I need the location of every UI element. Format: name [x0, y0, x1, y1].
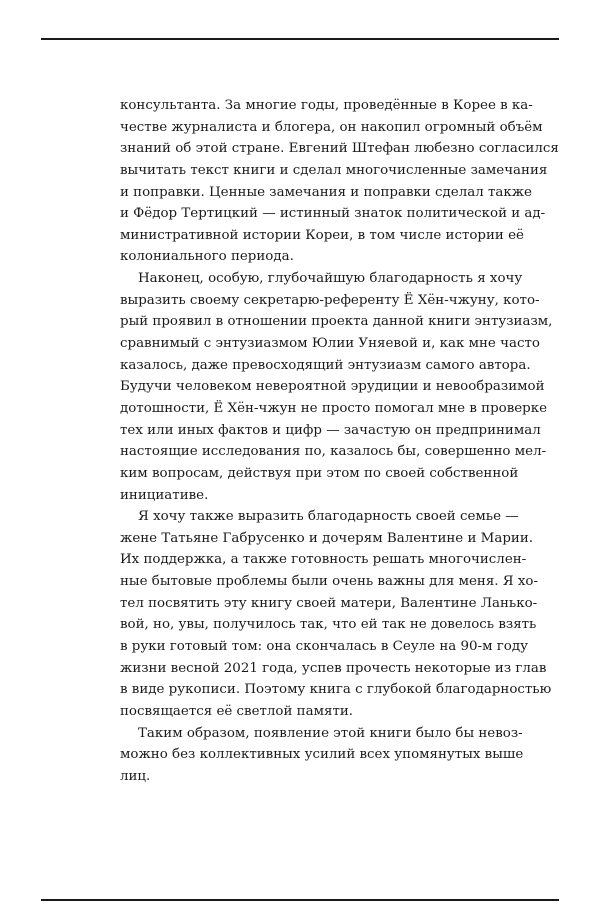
text-line: сравнимый с энтузиазмом Юлии Уняевой и, как мне часто	[120, 336, 540, 352]
text-line: вой, но, увы, получилось так, что ей так не довелось взять	[120, 617, 537, 633]
text-line: тех или иных фактов и цифр — зачастую он предпринимал	[120, 422, 541, 438]
bottom-rule	[41, 899, 559, 901]
text-line: и поправки. Ценные замечания и поправки сделал также	[120, 184, 532, 200]
text-line: Наконец, особую, глубочайшую благодарность я хочу	[138, 271, 523, 287]
text-line: выразить своему секретарю-референту Ё Хён-чжуну, кото-	[120, 292, 540, 308]
text-line: в руки готовый том: она скончалась в Сеуле на 90-м году	[120, 639, 528, 655]
text-line: Таким образом, появление этой книги было бы невоз-	[138, 725, 523, 741]
paragraph	[120, 268, 553, 506]
text-line: и Фёдор Тертицкий — истинный знаток политической и ад-	[120, 206, 546, 222]
text-line: казалось, даже превосходящий энтузиазм самого автора.	[120, 357, 531, 373]
page-body-text	[120, 95, 559, 788]
text-line: министративной истории Кореи, в том числе истории её	[120, 227, 524, 243]
text-line: вычитать текст книги и сделал многочисленные замечания	[120, 162, 548, 178]
paragraph	[120, 723, 524, 788]
text-line: рый проявил в отношении проекта данной книги энтузиазм,	[120, 314, 553, 330]
paragraph	[120, 95, 559, 268]
text-line: ные бытовые проблемы были очень важны для меня. Я хо-	[120, 574, 538, 590]
text-line: консультанта. За многие годы, проведённые в Корее в ка-	[120, 98, 533, 113]
text-line: дотошности, Ё Хён-чжун не просто помогал мне в проверке	[120, 400, 548, 416]
text-line: Их поддержка, а также готовность решать многочислен-	[120, 552, 527, 568]
top-rule	[41, 38, 559, 40]
text-line: честве журналиста и блогера, он накопил огромный объём	[120, 119, 543, 135]
text-line: знаний об этой стране. Евгений Штефан любезно согласился	[120, 141, 559, 157]
text-line: Я хочу также выразить благодарность своей семье —	[138, 509, 519, 525]
text-line: жене Татьяне Габрусенко и дочерям Валентине и Марии.	[120, 530, 534, 546]
text-line: настоящие исследования по, казалось бы, совершенно мел-	[120, 444, 547, 460]
text-line: инициативе.	[120, 487, 209, 503]
text-line: посвящается её светлой памяти.	[120, 703, 354, 719]
text-line: можно без коллективных усилий всех упомянутых выше	[120, 747, 524, 763]
text-line: ким вопросам, действуя при этом по своей собственной	[120, 465, 519, 481]
text-line: тел посвятить эту книгу своей матери, Валентине Ланько-	[120, 595, 538, 611]
text-line: жизни весной 2021 года, успев прочесть некоторые из глав	[120, 660, 547, 676]
text-line: лиц.	[120, 768, 151, 784]
paragraph	[120, 506, 552, 722]
text-line: Будучи человеком невероятной эрудиции и невообразимой	[120, 379, 545, 395]
text-line: колониального периода.	[120, 249, 294, 265]
text-line: в виде рукописи. Поэтому книга с глубокой благодарностью	[120, 682, 552, 698]
